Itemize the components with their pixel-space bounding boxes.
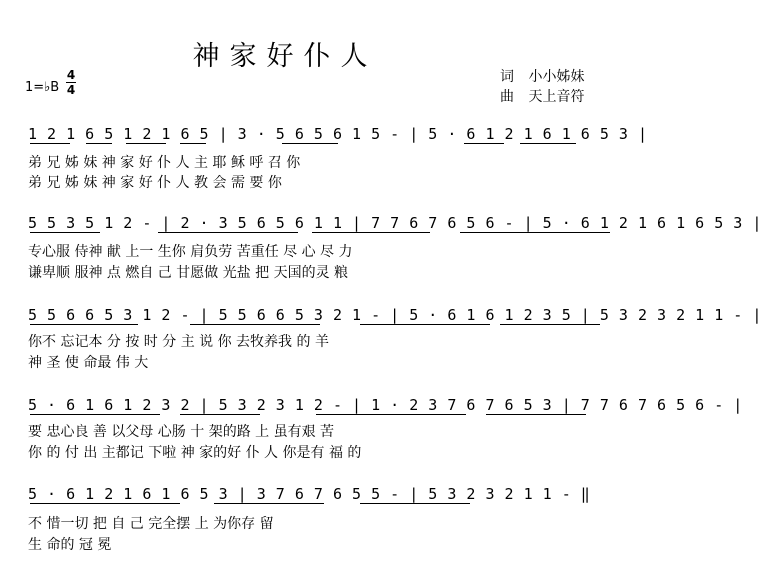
notation-line-3: 5 5 6 6 5 3 1 2 - | 5 5 6 6 5 3 2 1 - | 5 · 6 1 6 1 2 3 5 | 5 3 2 3 2 1 1 - | <box>28 306 762 324</box>
lyrics-line-2-verse-1: 专心服 侍神 献 上一 生你 肩负劳 苦重任 尽 心 尽 力 <box>28 244 353 260</box>
lyrics-line-5-verse-1: 不 惜一切 把 自 己 完全摆 上 为你存 留 <box>28 516 274 532</box>
lyrics-line-3-verse-2: 神 圣 使 命最 伟 大 <box>28 355 149 371</box>
time-signature <box>66 68 76 97</box>
lyrics-line-2-verse-2: 谦卑顺 服神 点 燃自 己 甘愿做 光盐 把 天国的灵 粮 <box>28 265 349 281</box>
notation-line-2: 5 5 3 5 1 2 - | 2 · 3 5 6 5 6 1 1 | 7 7 6 7 6 5 6 - | 5 · 6 1 2 1 6 1 6 5 3 | <box>28 214 762 232</box>
lyrics-line-3-verse-1: 你不 忘记本 分 按 时 分 主 说 你 去牧养我 的 羊 <box>28 334 329 350</box>
lyricist-name: 小小姊妹 <box>528 69 585 85</box>
lyrics-line-5-verse-2: 生 命的 冠 冕 <box>28 537 112 553</box>
composer-label: 曲 <box>500 89 514 105</box>
lyrics-line-1-verse-2: 弟 兄 姊 妹 神 家 好 仆 人 教 会 需 要 你 <box>28 175 282 191</box>
song-title: 神家好仆人 <box>192 41 378 72</box>
lyrics-line-1-verse-1: 弟 兄 姊 妹 神 家 好 仆 人 主 耶 稣 呼 召 你 <box>28 155 301 171</box>
composer-credit <box>500 86 584 106</box>
key-signature: 1=♭B <box>25 80 60 95</box>
notation-line-5: 5 · 6 1 2 1 6 1 6 5 3 | 3 7 6 7 6 5 5 - | 5 3 2 3 2 1 1 - ‖ <box>28 485 591 503</box>
notation-line-4: 5 · 6 1 6 1 2 3 2 | 5 3 2 3 1 2 - | 1 · 2 3 7 6 7 6 5 3 | 7 7 6 7 6 5 6 - | <box>28 396 743 414</box>
time-signature-bottom: 4 <box>66 83 76 97</box>
lyricist-label: 词 <box>500 69 514 85</box>
time-signature-top: 4 <box>66 68 76 82</box>
composer-name: 天上音符 <box>528 89 585 105</box>
lyrics-line-4-verse-2: 你 的 付 出 主都记 下啦 神 家的好 仆 人 你是有 福 的 <box>28 445 362 461</box>
lyrics-line-4-verse-1: 要 忠心良 善 以父母 心肠 十 架的路 上 虽有艰 苦 <box>28 424 335 440</box>
notation-line-1: 1 2 1 6 5 1 2 1 6 5 | 3 · 5 6 5 6 1 5 - | 5 · 6 1 2 1 6 1 6 5 3 | <box>28 125 648 143</box>
lyricist-credit <box>500 66 584 86</box>
